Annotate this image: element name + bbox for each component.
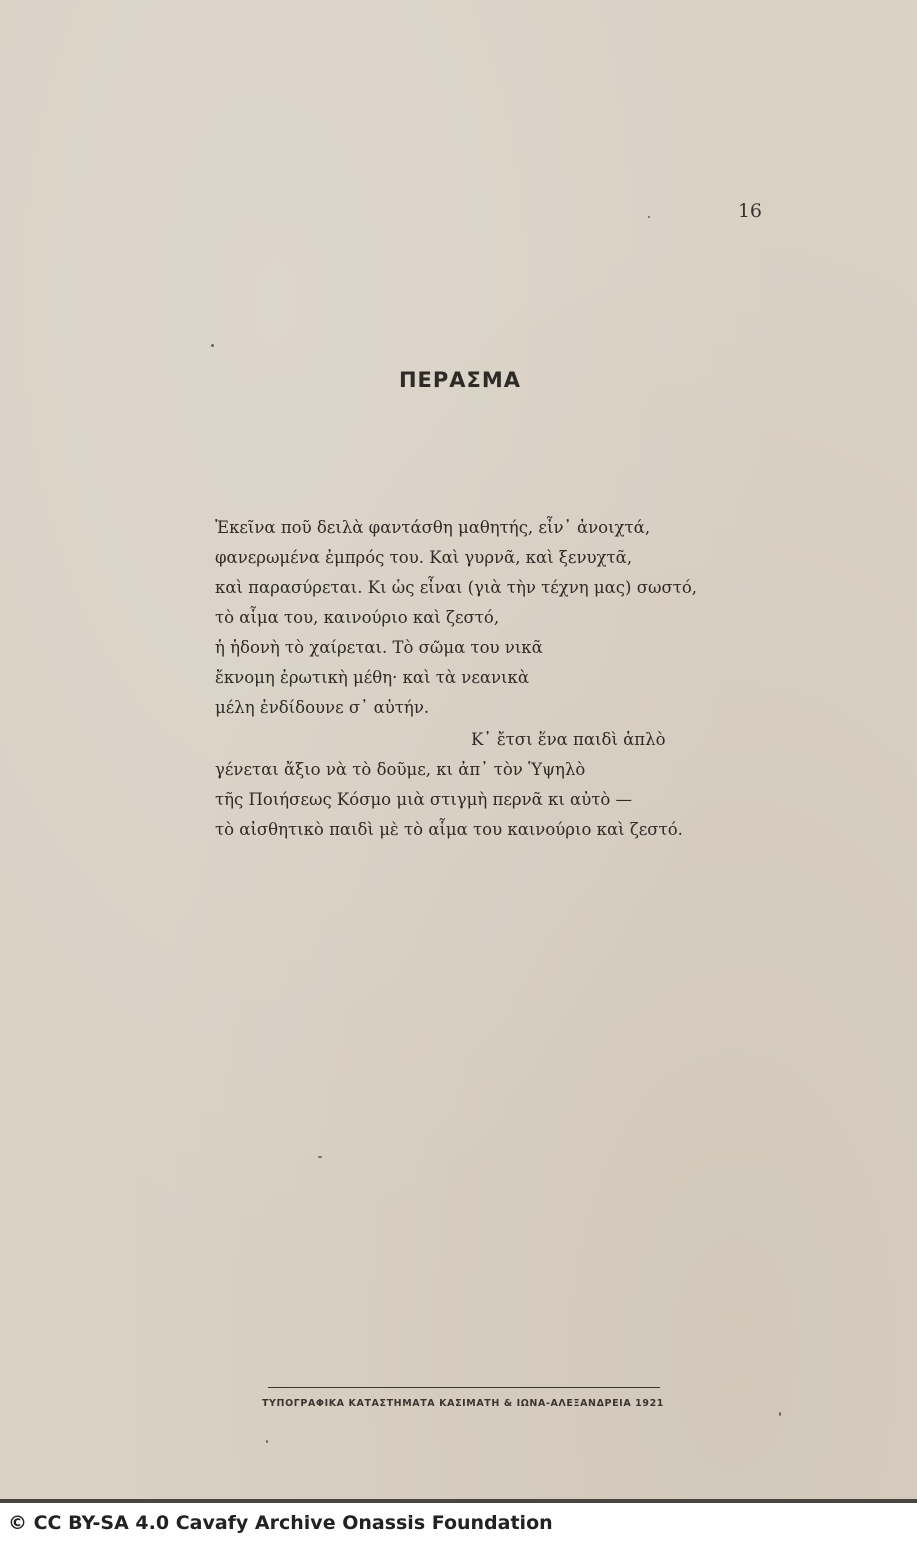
poem-body bbox=[215, 513, 755, 845]
paper-speck bbox=[211, 344, 214, 347]
page-number: 16 bbox=[737, 200, 762, 222]
poem-line: τῆς Ποιήσεως Κόσμο μιὰ στιγμὴ περνᾶ κι αὐτὸ — bbox=[215, 790, 633, 809]
poem-line: ἔκνομη ἐρωτικὴ μέθη· καὶ τὰ νεανικὰ bbox=[215, 668, 529, 687]
sheet-edge bbox=[0, 1499, 917, 1503]
poem-line: γένεται ἄξιο νὰ τὸ δοῦμε, κι ἀπ᾽ τὸν Ὑψηλὸ bbox=[215, 760, 586, 779]
poem-line: Ἐκεῖνα ποῦ δειλὰ φαντάσθη μαθητής, εἶν᾽ ἀνοιχτά, bbox=[215, 518, 651, 537]
poem-line: ἡ ἡδονὴ τὸ χαίρεται. Τὸ σῶμα του νικᾶ bbox=[215, 638, 543, 657]
paper-speck bbox=[779, 1412, 781, 1416]
paper-speck bbox=[648, 216, 650, 218]
poem-line: τὸ αἰσθητικὸ παιδὶ μὲ τὸ αἷμα του καινούριο καὶ ζεστό. bbox=[215, 820, 683, 839]
poem-title: ΠΕΡΑΣΜΑ bbox=[398, 368, 522, 392]
poem-line: τὸ αἷμα του, καινούριο καὶ ζεστό, bbox=[215, 608, 500, 627]
paper-speck bbox=[318, 1156, 322, 1158]
poem-line: μέλη ἐνδίδουνε σ᾽ αὐτήν. bbox=[215, 698, 430, 717]
printer-imprint: ΤΥΠΟΓΡΑΦΙΚΑ ΚΑΤΑΣΤΗΜΑΤΑ ΚΑΣΙΜΑΤΗ & ΙΩΝΑ-ΑΛΕΞΑΝΔΡΕΙΑ 1921 bbox=[261, 1398, 665, 1409]
copyright-credit: © CC BY-SA 4.0 Cavafy Archive Onassis Foundation bbox=[8, 1512, 553, 1534]
poem-line: Κ᾽ ἔτσι ἕνα παιδὶ ἁπλὸ bbox=[471, 730, 666, 749]
poem-line: καὶ παρασύρεται. Κι ὡς εἶναι (γιὰ τὴν τέχνη μας) σωστό, bbox=[215, 578, 698, 597]
poem-line: φανερωμένα ἐμπρός του. Καὶ γυρνᾶ, καὶ ξενυχτᾶ, bbox=[215, 548, 633, 567]
footer-rule bbox=[268, 1387, 660, 1388]
paper-speck bbox=[266, 1440, 268, 1443]
